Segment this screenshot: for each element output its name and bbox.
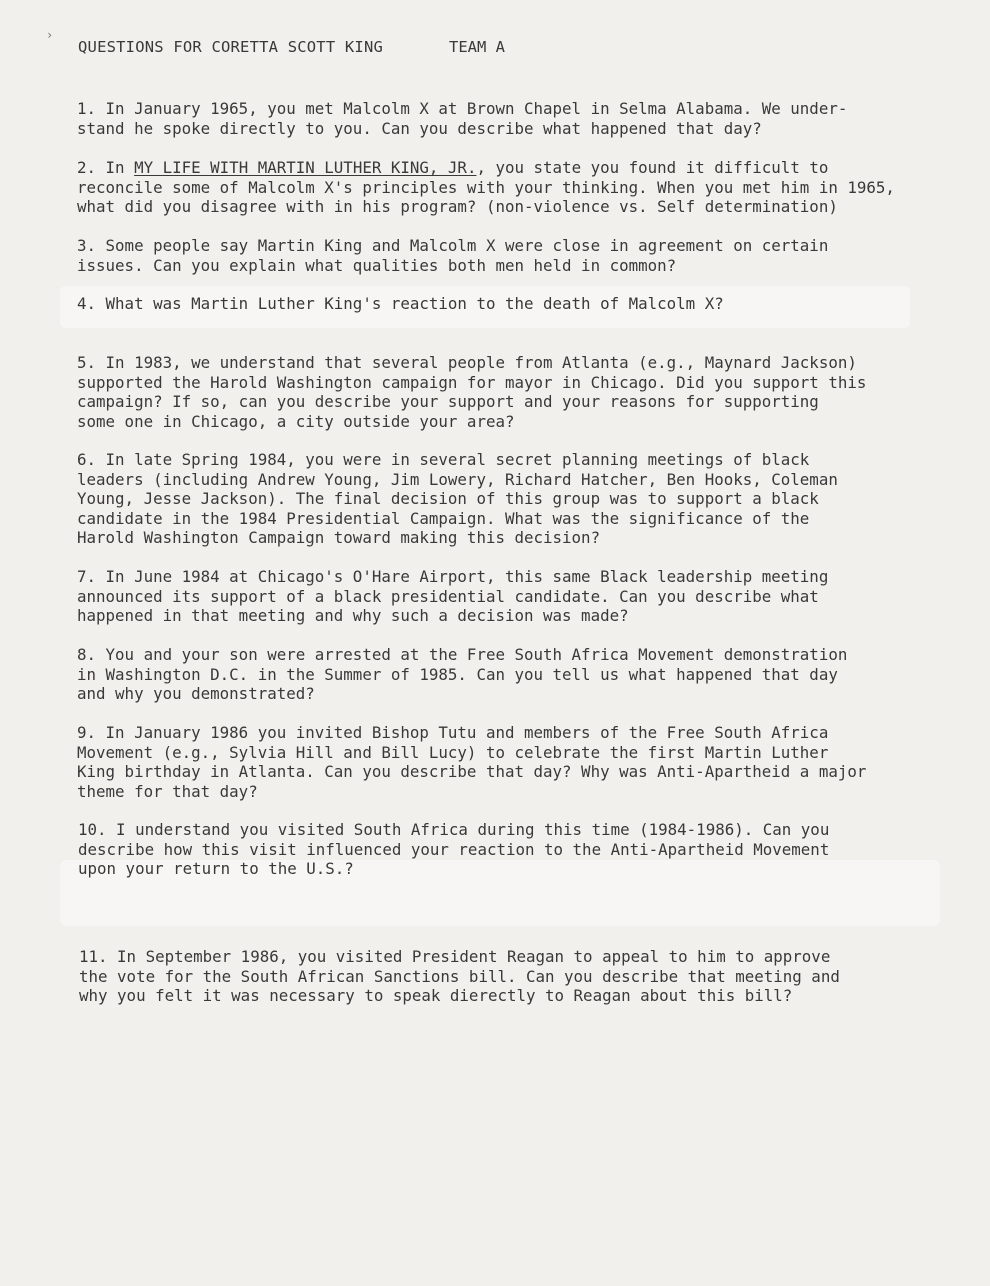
- question-2: [77, 158, 947, 217]
- question-line: Young, Jesse Jackson). The final decision of this group was to support a black: [77, 489, 819, 509]
- question-line: some one in Chicago, a city outside your area?: [77, 411, 515, 431]
- question-line: reconcile some of Malcolm X's principles with your thinking. When you met him in 1965,: [77, 177, 895, 197]
- question-line: in Washington D.C. in the Summer of 1985. Can you tell us what happened that day: [77, 664, 838, 684]
- stray-mark: ›: [46, 28, 54, 42]
- team-label: TEAM A: [449, 38, 505, 56]
- book-title: MY LIFE WITH MARTIN LUTHER KING, JR.: [134, 158, 477, 177]
- question-line: 8. You and your son were arrested at the Free South Africa Movement demonstration: [77, 645, 848, 664]
- question-7: [77, 567, 947, 626]
- question-line: theme for that day?: [77, 781, 258, 801]
- question-line: campaign? If so, can you describe your support and your reasons for supporting: [77, 392, 819, 412]
- question-line: 10. I understand you visited South Africa during this time (1984-1986). Can you: [78, 820, 830, 839]
- question-line: candidate in the 1984 Presidential Campaign. What was the significance of the: [77, 508, 810, 528]
- question-line: 1. In January 1965, you met Malcolm X at Brown Chapel in Selma Alabama. We under-: [77, 99, 848, 118]
- question-line: 11. In September 1986, you visited President Reagan to appeal to him to approve: [79, 947, 831, 966]
- question-line: the vote for the South African Sanctions bill. Can you describe that meeting and: [79, 966, 840, 986]
- question-8: [77, 645, 947, 704]
- question-9: [77, 723, 947, 801]
- question-10: [78, 820, 948, 879]
- question-11: [79, 947, 949, 1006]
- question-line: and why you demonstrated?: [77, 684, 315, 704]
- question-line: Harold Washington Campaign toward making this decision?: [77, 528, 601, 548]
- question-line: 4. What was Martin Luther King's reaction to the death of Malcolm X?: [77, 294, 724, 313]
- question-line: 9. In January 1986 you invited Bishop Tutu and members of the Free South Africa: [77, 723, 829, 742]
- question-line: what did you disagree with in his program? (non-violence vs. Self determination): [77, 197, 838, 217]
- question-line: why you felt it was necessary to speak dierectly to Reagan about this bill?: [79, 986, 793, 1006]
- question-line: 3. Some people say Martin King and Malcolm X were close in agreement on certain: [77, 236, 829, 255]
- question-suffix: , you state you found it difficult to: [476, 158, 829, 177]
- question-5: [77, 353, 947, 431]
- question-line: happened in that meeting and why such a decision was made?: [77, 606, 629, 626]
- question-line: describe how this visit influenced your reaction to the Anti-Apartheid Movement: [78, 839, 830, 859]
- question-3: [77, 236, 947, 275]
- question-4: [77, 294, 947, 314]
- question-line: upon your return to the U.S.?: [78, 859, 354, 879]
- question-line: issues. Can you explain what qualities both men held in common?: [77, 255, 677, 275]
- question-line: King birthday in Atlanta. Can you describe that day? Why was Anti-Apartheid a major: [77, 762, 867, 782]
- question-1: [77, 99, 947, 138]
- question-line: announced its support of a black presidential candidate. Can you describe what: [77, 586, 819, 606]
- question-prefix: 2. In: [77, 158, 135, 177]
- document-title: QUESTIONS FOR CORETTA SCOTT KING: [78, 38, 384, 56]
- question-line: supported the Harold Washington campaign for mayor in Chicago. Did you support this: [77, 372, 867, 392]
- question-line: 6. In late Spring 1984, you were in several secret planning meetings of black: [77, 450, 810, 469]
- question-line: 7. In June 1984 at Chicago's O'Hare Airport, this same Black leadership meeting: [77, 567, 829, 586]
- question-line: stand he spoke directly to you. Can you describe what happened that day?: [77, 118, 762, 138]
- question-line: Movement (e.g., Sylvia Hill and Bill Lucy) to celebrate the first Martin Luther: [77, 742, 829, 762]
- question-6: [77, 450, 947, 548]
- question-line: leaders (including Andrew Young, Jim Lowery, Richard Hatcher, Ben Hooks, Coleman: [77, 469, 838, 489]
- question-line: [77, 158, 947, 178]
- question-line: 5. In 1983, we understand that several people from Atlanta (e.g., Maynard Jackson): [77, 353, 857, 372]
